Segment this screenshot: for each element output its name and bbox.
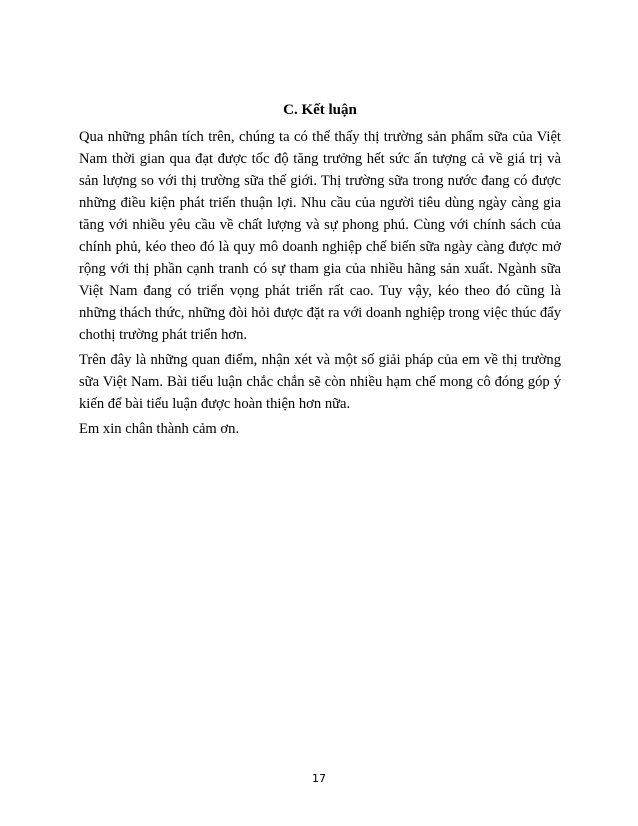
paragraph-conclusion-summary: Qua những phân tích trên, chúng ta có thể thấy thị trường sản phẩm sữa của Việt Nam thời gian qua đạt được tốc độ tăng trưởng hết sức ấn tượng cả về giá trị và sản lượng so với thị trường sữa thế giới. Thị trường sữa trong nước đang có được những điều kiện phát triển thuận lợi. Nhu cầu của người tiêu dùng ngày càng gia tăng với nhiều yêu cầu về chất lượng và sự phong phú. Cùng với chính sách của chính phủ, kéo theo đó là quy mô doanh nghiệp chế biến sữa ngày càng được mở rộng với thị phần cạnh tranh có sự tham gia của nhiều hãng sản xuất. Ngành sữa Việt Nam đang có triển vọng phát triển rất cao. Tuy vậy, kéo theo đó cũng là những thách thức, những đòi hỏi được đặt ra với doanh nghiệp trong việc thúc đẩy chothị trường phát triển hơn.	[79, 129, 561, 343]
page-number: 17	[312, 772, 326, 785]
paragraph-thanks: Em xin chân thành cảm ơn.	[79, 421, 240, 437]
page-content	[79, 99, 561, 443]
paragraph-closing-remarks: Trên đây là những quan điểm, nhận xét và một số giải pháp của em về thị trường sữa Việt Nam. Bài tiểu luận chắc chắn sẽ còn nhiều hạm chế mong cô đóng góp ý kiến để bài tiểu luận được hoàn thiện hơn nữa.	[79, 352, 561, 412]
section-heading: C. Kết luận	[283, 102, 357, 118]
